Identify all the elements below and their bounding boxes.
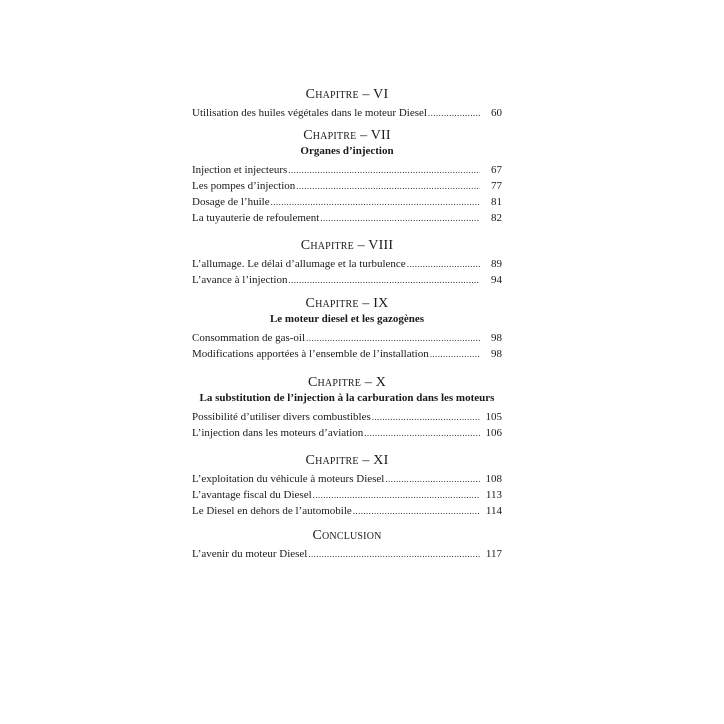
dot-leader <box>296 178 480 194</box>
toc-entry[interactable] <box>192 409 502 425</box>
entry-page: 89 <box>491 258 502 270</box>
toc-entry[interactable] <box>192 162 502 178</box>
entry-title: Injection et injecteurs <box>192 164 288 176</box>
entry-page: 77 <box>491 180 502 192</box>
entry-page: 98 <box>491 332 502 344</box>
chapter-title: Chapitre – XI <box>305 453 389 468</box>
entry-title: L’avenir du moteur Diesel <box>192 548 308 560</box>
dot-leader <box>288 162 480 178</box>
chapter-title: Chapitre – X <box>307 375 387 390</box>
entry-title: L’allumage. Le délai d’allumage et la turbulence <box>192 258 406 270</box>
chapter-xi-section <box>192 452 502 519</box>
toc-entry[interactable] <box>192 471 502 487</box>
dot-leader <box>313 487 480 503</box>
chapter-vi-section <box>192 86 502 121</box>
entry-title: Utilisation des huiles végétales dans le moteur Diesel <box>192 107 427 119</box>
toc-entry[interactable] <box>192 210 502 226</box>
entry-page: 105 <box>485 411 502 423</box>
toc-entry[interactable] <box>192 256 502 272</box>
entry-title: Modifications apportées à l’ensemble de l’installation <box>192 348 429 360</box>
entry-page: 106 <box>485 427 502 439</box>
entry-title: Possibilité d’utiliser divers combustibles <box>192 411 371 423</box>
chapter-x-section <box>192 374 502 441</box>
chapter-title: Chapitre – IX <box>305 296 389 311</box>
toc-entry[interactable] <box>192 546 502 562</box>
entry-page: 98 <box>491 348 502 360</box>
dot-leader <box>320 210 480 226</box>
entry-page: 82 <box>491 212 502 224</box>
entry-title: L’avance à l’injection <box>192 274 288 286</box>
toc-entry[interactable] <box>192 330 502 346</box>
dot-leader <box>430 346 480 362</box>
entry-page: 81 <box>491 196 502 208</box>
chapter-subtitle: Le moteur diesel et les gazogènes <box>269 313 425 325</box>
entry-title: L’avantage fiscal du Diesel <box>192 489 312 501</box>
chapter-title: Chapitre – VI <box>305 87 389 102</box>
entry-list <box>192 330 502 362</box>
dot-leader <box>353 503 480 519</box>
entry-list <box>192 546 502 562</box>
entry-page: 108 <box>485 473 502 485</box>
entry-title: Consommation de gas-oil <box>192 332 306 344</box>
toc-entry[interactable] <box>192 272 502 288</box>
dot-leader <box>306 330 480 346</box>
toc-entry[interactable] <box>192 425 502 441</box>
entry-page: 94 <box>491 274 502 286</box>
entry-title: Les pompes d’injection <box>192 180 296 192</box>
dot-leader <box>364 425 480 441</box>
entry-page: 117 <box>485 548 502 560</box>
entry-list <box>192 409 502 441</box>
entry-list <box>192 471 502 519</box>
entry-list <box>192 256 502 288</box>
entry-list <box>192 162 502 226</box>
toc-entry[interactable] <box>192 487 502 503</box>
entry-title: L’injection dans les moteurs d’aviation <box>192 427 364 439</box>
entry-title: L’exploitation du véhicule à moteurs Diesel <box>192 473 385 485</box>
dot-leader <box>289 272 481 288</box>
entry-page: 60 <box>491 107 502 119</box>
entry-page: 67 <box>491 164 502 176</box>
dot-leader <box>308 546 480 562</box>
dot-leader <box>428 105 480 121</box>
entry-page: 113 <box>485 489 502 501</box>
chapter-subtitle: La substitution de l’injection à la carburation dans les moteurs <box>199 392 495 404</box>
dot-leader <box>407 256 480 272</box>
dot-leader <box>372 409 480 425</box>
chapter-ix-section <box>192 295 502 362</box>
chapter-viii-section <box>192 237 502 288</box>
toc-entry[interactable] <box>192 194 502 210</box>
conclusion-section <box>192 527 502 562</box>
dot-leader <box>271 194 480 210</box>
toc-entry[interactable] <box>192 178 502 194</box>
toc-entry[interactable] <box>192 346 502 362</box>
chapter-title: Chapitre – VIII <box>300 238 394 253</box>
chapter-subtitle: Organes d’injection <box>300 145 394 157</box>
entry-title: Le Diesel en dehors de l’automobile <box>192 505 352 517</box>
entry-list <box>192 105 502 121</box>
entry-title: La tuyauterie de refoulement <box>192 212 320 224</box>
chapter-title: Conclusion <box>312 528 382 543</box>
entry-title: Dosage de l’huile <box>192 196 270 208</box>
chapter-title: Chapitre – VII <box>303 128 391 143</box>
toc-entry[interactable] <box>192 105 502 121</box>
chapter-vii-section <box>192 127 502 226</box>
dot-leader <box>385 471 480 487</box>
entry-page: 114 <box>485 505 502 517</box>
toc-entry[interactable] <box>192 503 502 519</box>
